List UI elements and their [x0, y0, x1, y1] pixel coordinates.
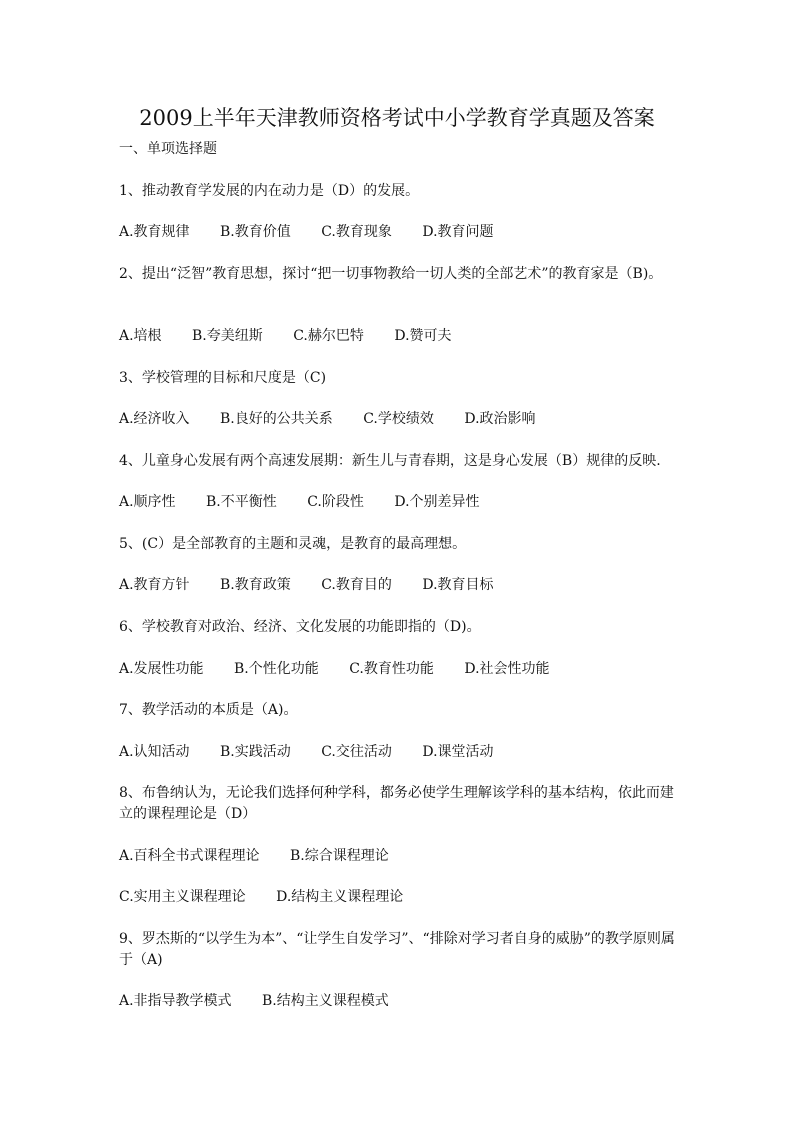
option-d: D.结构主义课程理论 — [276, 889, 404, 905]
option-a: A.百科全书式课程理论 — [119, 848, 260, 864]
question-2: 2、提出“泛智”教育思想，探讨“把一切事物教给一切人类的全部艺术”的教育家是（B)。 — [119, 266, 663, 282]
option-c: C.赫尔巴特 — [293, 328, 364, 344]
option-c: C.教育现象 — [321, 224, 392, 240]
question-6: 6、学校教育对政治、经济、文化发展的功能即指的（D)。 — [119, 619, 481, 635]
option-a: A.发展性功能 — [119, 661, 204, 677]
option-d: D.政治影响 — [464, 411, 536, 427]
option-a: A.认知活动 — [119, 744, 190, 760]
options-7 — [119, 742, 494, 762]
question-1: 1、推动教育学发展的内在动力是（D）的发展。 — [119, 183, 420, 199]
options-1 — [119, 222, 494, 242]
options-3 — [119, 409, 536, 429]
option-b: B.教育价值 — [220, 224, 291, 240]
section-heading: 一、单项选择题 — [119, 141, 217, 157]
option-b: B.夸美纽斯 — [192, 328, 263, 344]
option-a: A.教育方针 — [119, 577, 190, 593]
option-c: C.教育性功能 — [349, 661, 434, 677]
option-c: C.交往活动 — [321, 744, 392, 760]
option-b: B.不平衡性 — [206, 494, 277, 510]
option-b: B.实践活动 — [220, 744, 291, 760]
option-d: D.课堂活动 — [422, 744, 494, 760]
option-d: D.教育目标 — [422, 577, 494, 593]
option-d: D.社会性功能 — [464, 661, 550, 677]
question-7: 7、教学活动的本质是（A)。 — [119, 702, 298, 718]
option-b: B.个性化功能 — [234, 661, 319, 677]
option-c: C.教育目的 — [321, 577, 392, 593]
option-b: B.结构主义课程模式 — [262, 993, 389, 1009]
option-a: A.教育规律 — [119, 224, 190, 240]
option-d: D.个别差异性 — [394, 494, 480, 510]
option-a: A.非指导教学模式 — [119, 993, 232, 1009]
option-c: C.实用主义课程理论 — [119, 889, 246, 905]
option-d: D.教育问题 — [422, 224, 494, 240]
question-4: 4、儿童身心发展有两个高速发展期：新生儿与青春期，这是身心发展（B）规律的反映. — [119, 453, 661, 469]
option-c: C.阶段性 — [307, 494, 364, 510]
document-title: 2009上半年天津教师资格考试中小学教育学真题及答案 — [139, 106, 655, 130]
option-b: B.教育政策 — [220, 577, 291, 593]
option-d: D.赞可夫 — [394, 328, 452, 344]
option-b: B.良好的公共关系 — [220, 411, 333, 427]
options-6 — [119, 659, 550, 679]
option-c: C.学校绩效 — [363, 411, 434, 427]
options-2 — [119, 326, 452, 346]
question-5: 5、(C）是全部教育的主题和灵魂，是教育的最高理想。 — [119, 536, 467, 552]
options-9 — [119, 991, 389, 1011]
options-8-row-1 — [119, 846, 389, 866]
option-a: A.经济收入 — [119, 411, 190, 427]
options-8-row-2 — [119, 887, 403, 907]
option-a: A.顺序性 — [119, 494, 176, 510]
option-a: A.培根 — [119, 328, 162, 344]
question-9: 9、罗杰斯的“以学生为本”、“让学生自发学习”、“排除对学习者自身的威胁”的教学原则属于（A) — [119, 931, 675, 968]
question-8: 8、布鲁纳认为，无论我们选择何种学科，都务必使学生理解该学科的基本结构，依此而建立的课程理论是（D） — [119, 785, 674, 822]
options-4 — [119, 492, 480, 512]
question-3: 3、学校管理的目标和尺度是（C) — [119, 370, 327, 386]
option-b: B.综合课程理论 — [290, 848, 389, 864]
options-5 — [119, 575, 494, 595]
